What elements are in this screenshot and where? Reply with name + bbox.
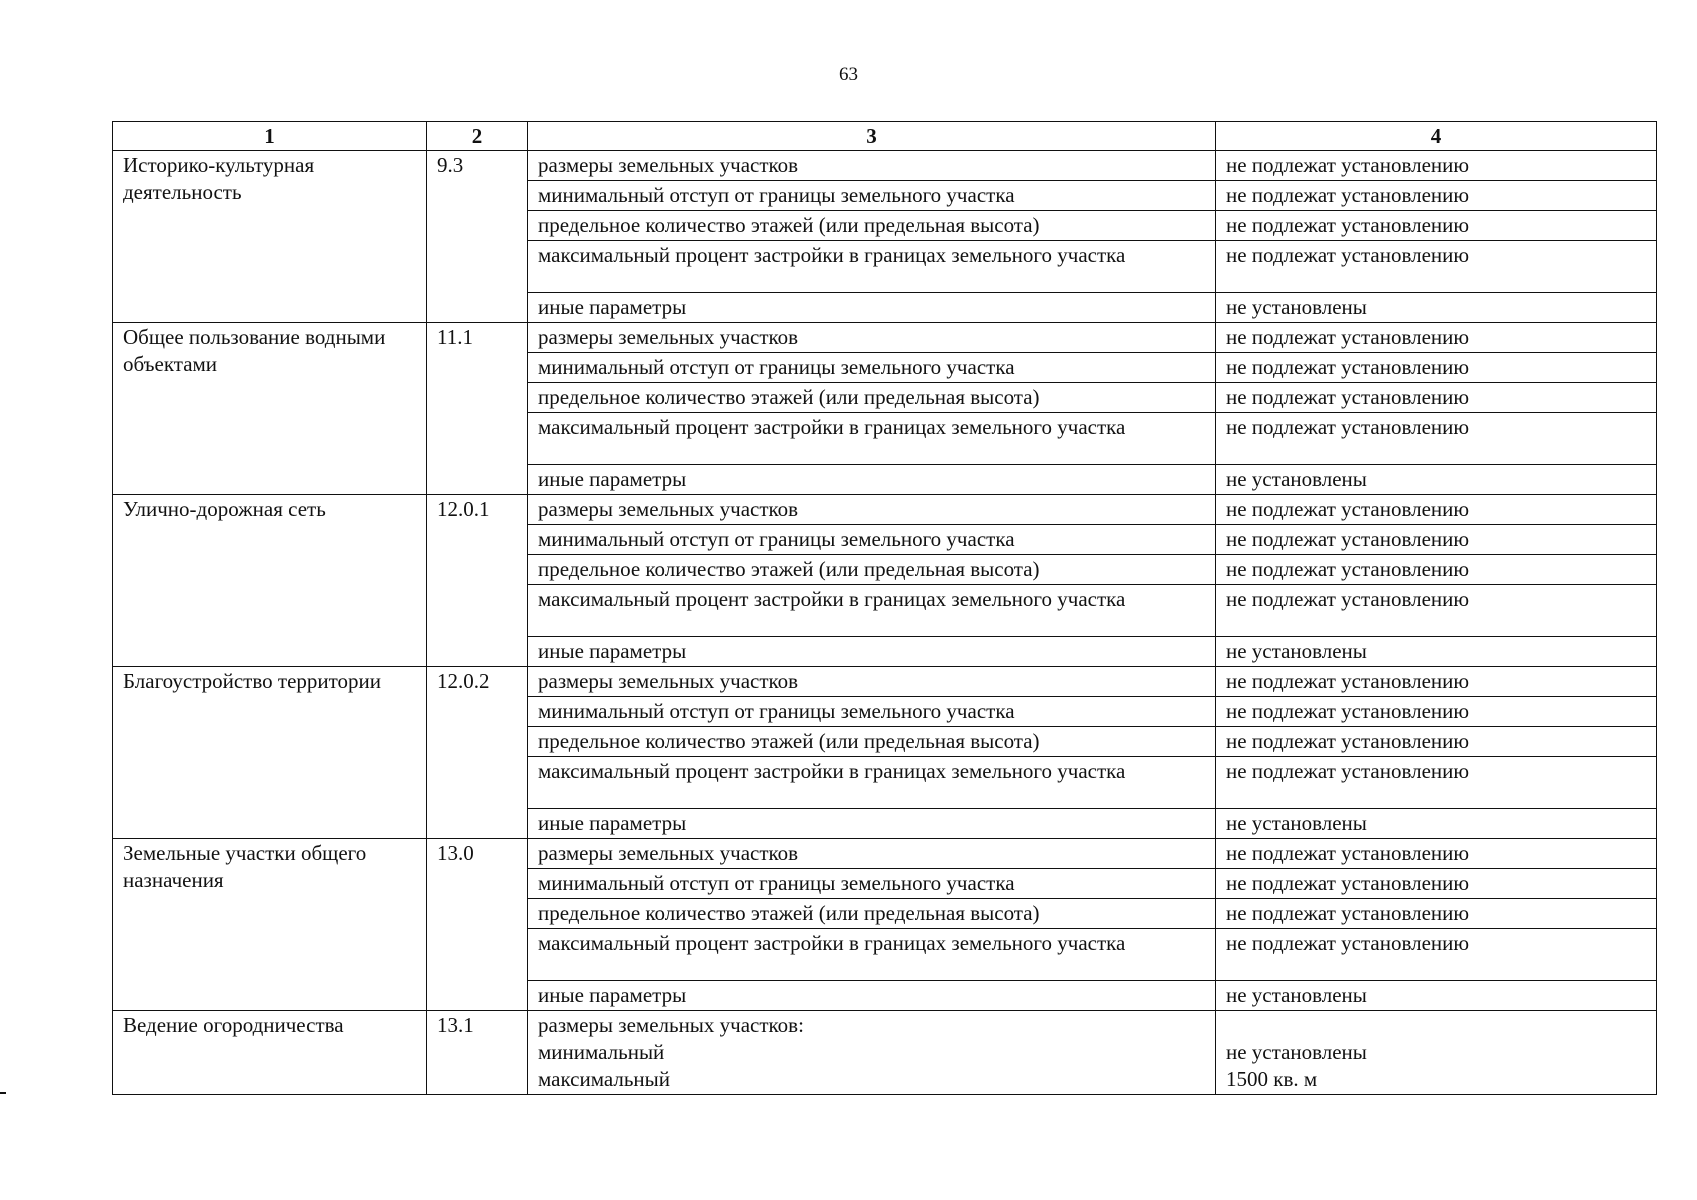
parameter-value: не установлены (1216, 465, 1657, 495)
parameter-value: не подлежат установлению (1216, 181, 1657, 211)
table-row (113, 151, 1657, 181)
parameter-value: не установлены (1216, 293, 1657, 323)
land-use-code: 12.0.2 (427, 667, 528, 839)
column-header-2: 2 (427, 122, 528, 151)
parameter-name: максимальный процент застройки в границах земельного участка (528, 413, 1216, 465)
table-body (113, 151, 1657, 1095)
parameter-value: не установлены (1216, 637, 1657, 667)
parameter-value: не подлежат установлению (1216, 585, 1657, 637)
parameter-value: не подлежат установлению (1216, 667, 1657, 697)
parameters-table (112, 121, 1657, 1095)
parameter-value: не подлежат установлению (1216, 899, 1657, 929)
parameter-value: не подлежат установлению (1216, 323, 1657, 353)
parameter-line: максимальный (538, 1067, 670, 1091)
table-row (113, 839, 1657, 869)
parameter-value: не подлежат установлению (1216, 839, 1657, 869)
parameter-name: предельное количество этажей (или предельная высота) (528, 383, 1216, 413)
parameter-value: не подлежат установлению (1216, 383, 1657, 413)
parameter-value: не подлежат установлению (1216, 495, 1657, 525)
value-line (1226, 1012, 1646, 1039)
table-row (113, 667, 1657, 697)
parameter-value: не подлежат установлению (1216, 211, 1657, 241)
land-use-code: 12.0.1 (427, 495, 528, 667)
parameter-value: не установлены (1216, 981, 1657, 1011)
parameter-name: иные параметры (528, 637, 1216, 667)
column-header-1: 1 (113, 122, 427, 151)
parameter-name: минимальный отступ от границы земельного участка (528, 181, 1216, 211)
parameter-value: не подлежат установлению (1216, 413, 1657, 465)
page-number: 63 (839, 64, 858, 85)
parameter-name: иные параметры (528, 981, 1216, 1011)
parameter-value: не подлежат установлению (1216, 241, 1657, 293)
parameter-name: предельное количество этажей (или предельная высота) (528, 555, 1216, 585)
parameter-value: не подлежат установлению (1216, 757, 1657, 809)
parameter-name: минимальный отступ от границы земельного участка (528, 525, 1216, 555)
table-row (113, 1011, 1657, 1095)
parameter-name: максимальный процент застройки в границах земельного участка (528, 929, 1216, 981)
parameter-name: размеры земельных участков (528, 151, 1216, 181)
parameter-value: не подлежат установлению (1216, 929, 1657, 981)
table-row (113, 495, 1657, 525)
table-row (113, 323, 1657, 353)
land-use-type: Улично-дорожная сеть (113, 495, 427, 667)
parameter-name: иные параметры (528, 809, 1216, 839)
parameter-line: размеры земельных участков: (538, 1013, 804, 1037)
parameter-value: не подлежат установлению (1216, 525, 1657, 555)
parameter-value: не подлежат установлению (1216, 555, 1657, 585)
parameter-name: иные параметры (528, 293, 1216, 323)
parameter-name: иные параметры (528, 465, 1216, 495)
parameter-name (528, 1011, 1216, 1095)
margin-mark (0, 1092, 6, 1094)
parameter-name: размеры земельных участков (528, 323, 1216, 353)
parameter-name: размеры земельных участков (528, 667, 1216, 697)
column-header-4: 4 (1216, 122, 1657, 151)
parameter-value: не подлежат установлению (1216, 727, 1657, 757)
parameter-value (1216, 1011, 1657, 1095)
parameter-name: размеры земельных участков (528, 839, 1216, 869)
parameter-value: не подлежат установлению (1216, 869, 1657, 899)
parameter-name: предельное количество этажей (или предельная высота) (528, 727, 1216, 757)
column-header-3: 3 (528, 122, 1216, 151)
parameter-value: не подлежат установлению (1216, 353, 1657, 383)
land-use-code: 13.1 (427, 1011, 528, 1095)
land-use-code: 11.1 (427, 323, 528, 495)
parameter-name: предельное количество этажей (или предельная высота) (528, 211, 1216, 241)
land-use-type: Земельные участки общего назначения (113, 839, 427, 1011)
parameter-name: минимальный отступ от границы земельного участка (528, 697, 1216, 727)
value-line: 1500 кв. м (1226, 1067, 1318, 1091)
land-use-type: Общее пользование водными объектами (113, 323, 427, 495)
parameter-name: размеры земельных участков (528, 495, 1216, 525)
parameter-name: предельное количество этажей (или предельная высота) (528, 899, 1216, 929)
parameter-value: не подлежат установлению (1216, 151, 1657, 181)
parameter-name: максимальный процент застройки в границах земельного участка (528, 757, 1216, 809)
land-use-type: Историко-культурная деятельность (113, 151, 427, 323)
land-use-code: 9.3 (427, 151, 528, 323)
table-header-row (113, 122, 1657, 151)
parameter-value: не подлежат установлению (1216, 697, 1657, 727)
parameter-value: не установлены (1216, 809, 1657, 839)
parameter-name: минимальный отступ от границы земельного участка (528, 353, 1216, 383)
land-use-type: Благоустройство территории (113, 667, 427, 839)
land-use-code: 13.0 (427, 839, 528, 1011)
parameter-line: минимальный (538, 1040, 665, 1064)
parameter-name: максимальный процент застройки в границах земельного участка (528, 585, 1216, 637)
land-use-type: Ведение огородничества (113, 1011, 427, 1095)
value-line: не установлены (1226, 1040, 1367, 1064)
parameter-name: минимальный отступ от границы земельного участка (528, 869, 1216, 899)
parameter-name: максимальный процент застройки в границах земельного участка (528, 241, 1216, 293)
